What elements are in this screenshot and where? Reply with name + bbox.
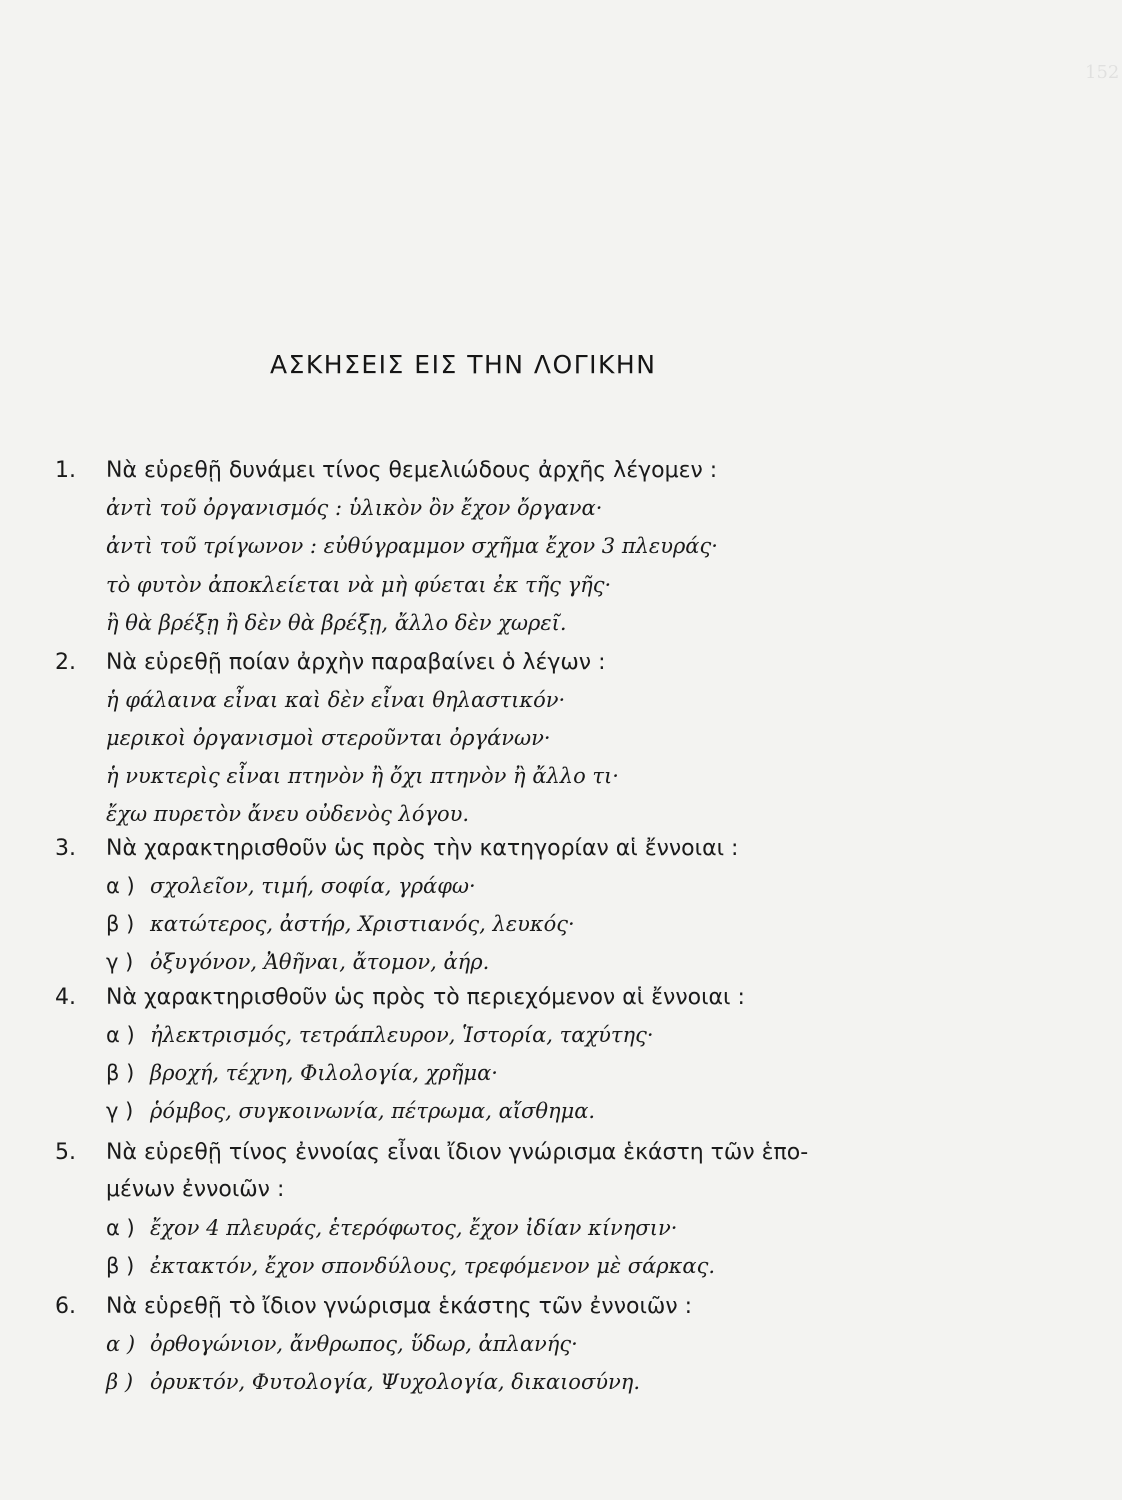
example-line: ἡ φάλαινα εἶναι καὶ δὲν εἶναι θηλαστικόν· <box>106 688 566 712</box>
example-line: μερικοὶ ὀργανισμοὶ στεροῦνται ὀργάνων· <box>106 726 551 750</box>
exercise-heading: Νὰ εὑρεθῇ τίνος ἐννοίας εἶναι ἴδιον γνώρισμα ἑκάστη τῶν ἑπο- <box>106 1140 809 1165</box>
example-line: ἢ θὰ βρέξῃ ἢ δὲν θὰ βρέξῃ, ἄλλο δὲν χωρεῖ. <box>106 611 567 635</box>
list-item <box>106 874 476 898</box>
list-item <box>106 1216 677 1240</box>
item-text: βροχή, τέχνη, Φιλολογία, χρῆμα· <box>150 1061 498 1085</box>
exercise-heading: Νὰ χαρακτηρισθοῦν ὡς πρὸς τὸ περιεχόμενον αἱ ἔννοιαι : <box>106 985 745 1010</box>
exercise-heading-continuation: μένων ἐννοιῶν : <box>106 1177 285 1202</box>
example-line: ἀντὶ τοῦ τρίγωνον : εὐθύγραμμον σχῆμα ἔχον 3 πλευράς· <box>106 534 718 558</box>
exercise-number: 5. <box>55 1140 76 1165</box>
example-line: ἡ νυκτερὶς εἶναι πτηνὸν ἢ ὄχι πτηνὸν ἢ ἄλλο τι· <box>106 764 619 788</box>
example-line: ἔχω πυρετὸν ἄνευ οὐδενὸς λόγου. <box>106 802 470 826</box>
item-text: ἠλεκτρισμός, τετράπλευρον, Ἱστορία, ταχύτης· <box>150 1023 654 1047</box>
item-text: σχολεῖον, τιμή, σοφία, γράφω· <box>150 874 476 898</box>
exercise-number: 2. <box>55 650 76 675</box>
item-text: ὀξυγόνον, Ἀθῆναι, ἄτομον, ἀήρ. <box>150 950 490 974</box>
item-text: ὀρυκτόν, Φυτολογία, Ψυχολογία, δικαιοσύνη. <box>150 1370 641 1394</box>
item-label: α ) <box>106 1216 135 1240</box>
list-item <box>106 1061 498 1085</box>
item-text: ἔχον 4 πλευράς, ἑτερόφωτος, ἔχον ἰδίαν κίνησιν· <box>150 1216 678 1240</box>
list-item <box>106 1332 578 1356</box>
item-label: γ ) <box>106 1099 134 1123</box>
exercise-number: 6. <box>55 1294 76 1319</box>
item-label: β ) <box>106 912 135 936</box>
item-label: β ) <box>106 1370 134 1394</box>
list-item <box>106 1370 640 1394</box>
item-label: α ) <box>106 874 135 898</box>
exercise-number: 3. <box>55 836 76 861</box>
list-item <box>106 1023 654 1047</box>
item-label: α ) <box>106 1332 136 1356</box>
exercise-number: 1. <box>55 458 76 483</box>
list-item <box>106 950 489 974</box>
item-label: γ ) <box>106 950 134 974</box>
item-text: ἐκτακτόν, ἔχον σπονδύλους, τρεφόμενον μὲ σάρκας. <box>150 1254 716 1278</box>
list-item <box>106 1099 595 1123</box>
item-text: ὀρθογώνιον, ἄνθρωπος, ὕδωρ, ἀπλανής· <box>150 1332 578 1356</box>
exercise-heading: Νὰ εὑρεθῇ τὸ ἴδιον γνώρισμα ἑκάστης τῶν ἐννοιῶν : <box>106 1294 693 1319</box>
list-item <box>106 912 575 936</box>
exercise-heading: Νὰ εὑρεθῇ ποίαν ἀρχὴν παραβαίνει ὁ λέγων : <box>106 650 606 675</box>
item-label: β ) <box>106 1061 135 1085</box>
item-text: ῥόμβος, συγκοινωνία, πέτρωμα, αἴσθημα. <box>150 1099 596 1123</box>
item-label: α ) <box>106 1023 135 1047</box>
page-title: ΑΣΚΗΣΕΙΣ ΕΙΣ ΤΗΝ ΛΟΓΙΚΗΝ <box>270 350 657 379</box>
exercise-heading: Νὰ χαρακτηρισθοῦν ὡς πρὸς τὴν κατηγορίαν αἱ ἔννοιαι : <box>106 836 739 861</box>
exercise-heading: Νὰ εὑρεθῇ δυνάμει τίνος θεμελιώδους ἀρχῆς λέγομεν : <box>106 458 718 483</box>
bleed-through-text: 152 <box>1085 62 1120 83</box>
list-item <box>106 1254 715 1278</box>
exercise-number: 4. <box>55 985 76 1010</box>
item-text: κατώτερος, ἀστήρ, Χριστιανός, λευκός· <box>150 912 575 936</box>
example-line: τὸ φυτὸν ἀποκλείεται νὰ μὴ φύεται ἐκ τῆς γῆς· <box>106 573 612 597</box>
item-label: β ) <box>106 1254 135 1278</box>
example-line: ἀντὶ τοῦ ὀργανισμός : ὑλικὸν ὂν ἔχον ὄργανα· <box>106 496 603 520</box>
